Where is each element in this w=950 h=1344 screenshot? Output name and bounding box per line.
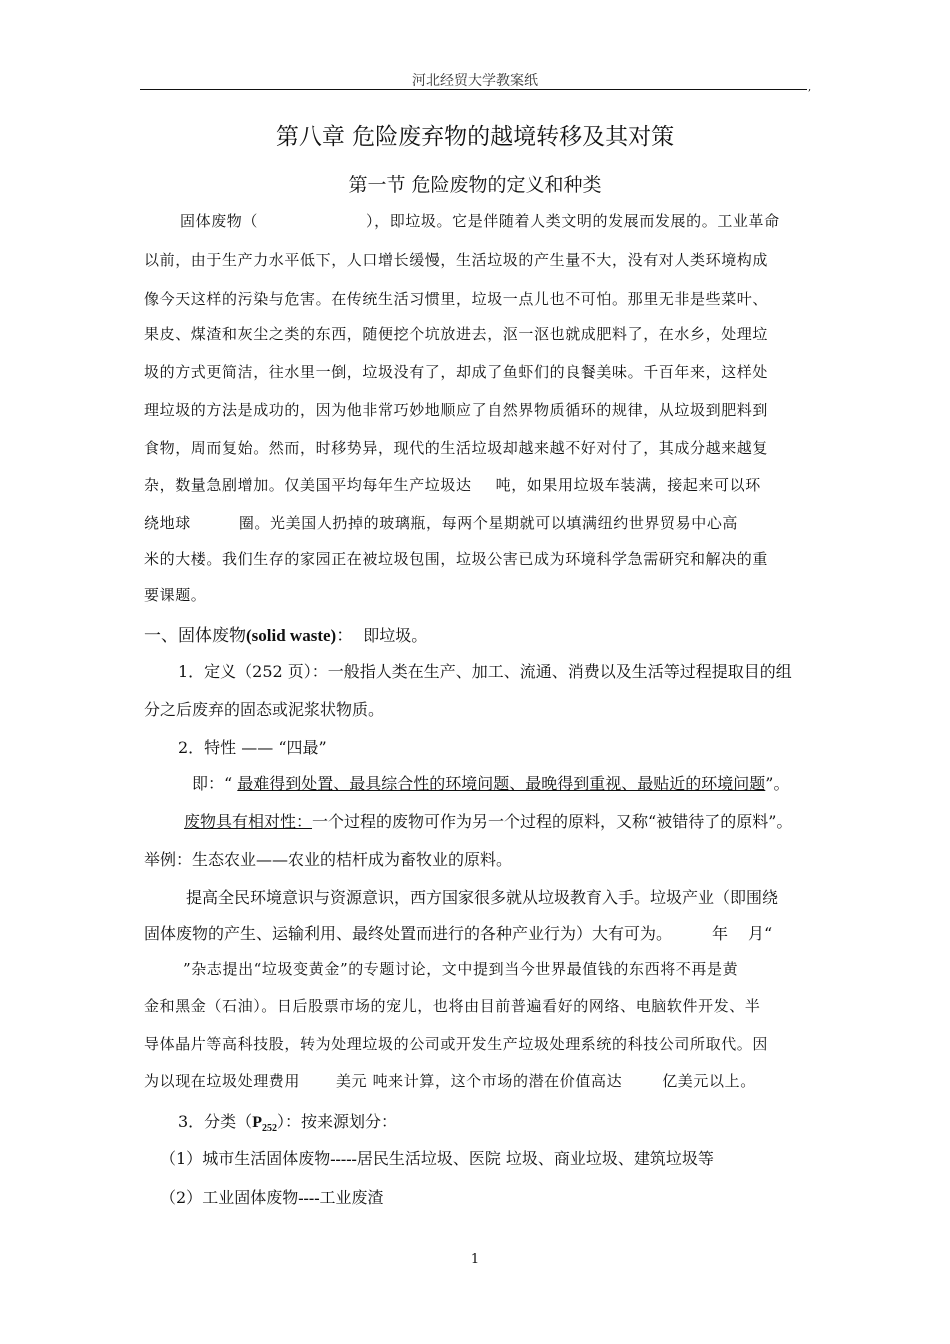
relativity-line: 废物具有相对性：一个过程的废物可作为另一个过程的原料，又称“被错待了的原料”。 [184, 812, 793, 831]
intro-line-7: 食物，周而复始。然而，时移势异，现代的生活垃圾却越来越不好对付了，其成分越来越复 [144, 439, 769, 457]
intro-line-1: 固体废物（ ），即垃圾。它是伴随着人类文明的发展而发展的。工业革命 [180, 212, 780, 230]
chapter-title: 第八章 危险废弃物的越境转移及其对策 [275, 124, 675, 150]
intro-line-3: 像今天这样的污染与危害。在传统生活习惯里，垃圾一点儿也不可怕。那里无非是些菜叶、 [144, 290, 769, 308]
definition-line-2: 分之后废弃的固态或泥浆状物质。 [144, 700, 385, 719]
awareness-line-3: ”杂志提出“垃圾变黄金”的专题讨论，文中提到当今世界最值钱的东西将不再是黄 [183, 960, 739, 978]
section-title: 第一节 危险废物的定义和种类 [348, 174, 602, 196]
relativity-example: 举例：生态农业——农业的桔杆成为畜牧业的原料。 [144, 850, 513, 869]
awareness-line-5: 导体晶片等高科技股，转为处理垃圾的公司或开发生产垃圾处理系统的科技公司所取代。因 [144, 1035, 769, 1053]
header-title: 河北经贸大学教案纸 [412, 73, 538, 89]
intro-line-4: 果皮、煤渣和灰尘之类的东西，随便挖个坑放进去，沤一沤也就成肥料了，在水乡，处理垃 [144, 325, 769, 343]
awareness-line-1: 提高全民环境意识与资源意识，西方国家很多就从垃圾教育入手。垃圾产业（即围绕 [186, 888, 779, 907]
awareness-line-4: 金和黑金（石油）。日后股票市场的宠儿，也将由目前普遍看好的网络、电脑软件开发、半 [144, 997, 761, 1015]
category-item-1: （1）城市生活固体废物-----居民生活垃圾、医院 垃圾、商业垃圾、建筑垃圾等 [160, 1149, 714, 1168]
intro-line-5: 圾的方式更简洁，往水里一倒，垃圾没有了，却成了鱼虾们的良餐美味。千百年来，这样处 [144, 363, 769, 381]
section-heading-solid-waste: 一、固体废物(solid waste)： 即垃圾。 [144, 626, 428, 646]
definition-line-1: 1．定义（252 页）：一般指人类在生产、加工、流通、消费以及生活等过程提取目的组 [178, 662, 792, 681]
page-number: 1 [470, 1252, 480, 1267]
awareness-line-6: 为以现在垃圾处理费用 美元 吨来计算，这个市场的潜在价值高达 亿美元以上。 [144, 1072, 756, 1090]
awareness-line-2: 固体废物的产生、运输利用、最终处置而进行的各种产业行为）大有可为。 年 月“ [144, 924, 773, 943]
classification-heading: 3．分类$(P_{252})$：按来源划分： [178, 1112, 397, 1135]
intro-line-2: 以前，由于生产力水平低下，人口增长缓慢，生活垃圾的产生量不大，没有对人类环境构成 [144, 251, 769, 269]
intro-line-10: 米的大楼。我们生存的家园正在被垃圾包围，垃圾公害已成为环境科学急需研究和解决的重 [144, 550, 769, 568]
trait-four-most: 即：“ 最难得到处置、最具综合性的环境问题、最晚得到重视、最贴近的环境问题”。 [192, 774, 790, 793]
intro-line-8: 杂，数量急剧增加。仅美国平均每年生产垃圾达 吨，如果用垃圾车装满，接起来可以环 [144, 476, 761, 494]
intro-line-9: 绕地球 圈。光美国人扔掉的玻璃瓶，每两个星期就可以填满纽约世界贸易中心高 [144, 514, 739, 532]
header-mark: , [808, 82, 812, 93]
intro-line-6: 理垃圾的方法是成功的，因为他非常巧妙地顺应了自然界物质循环的规律，从垃圾到肥料到 [144, 401, 769, 419]
category-item-2: （2）工业固体废物----工业废渣 [160, 1188, 384, 1207]
header-rule [140, 89, 807, 90]
trait-heading: 2．特性 —— “四最” [178, 738, 327, 757]
intro-line-11: 要课题。 [144, 586, 207, 604]
